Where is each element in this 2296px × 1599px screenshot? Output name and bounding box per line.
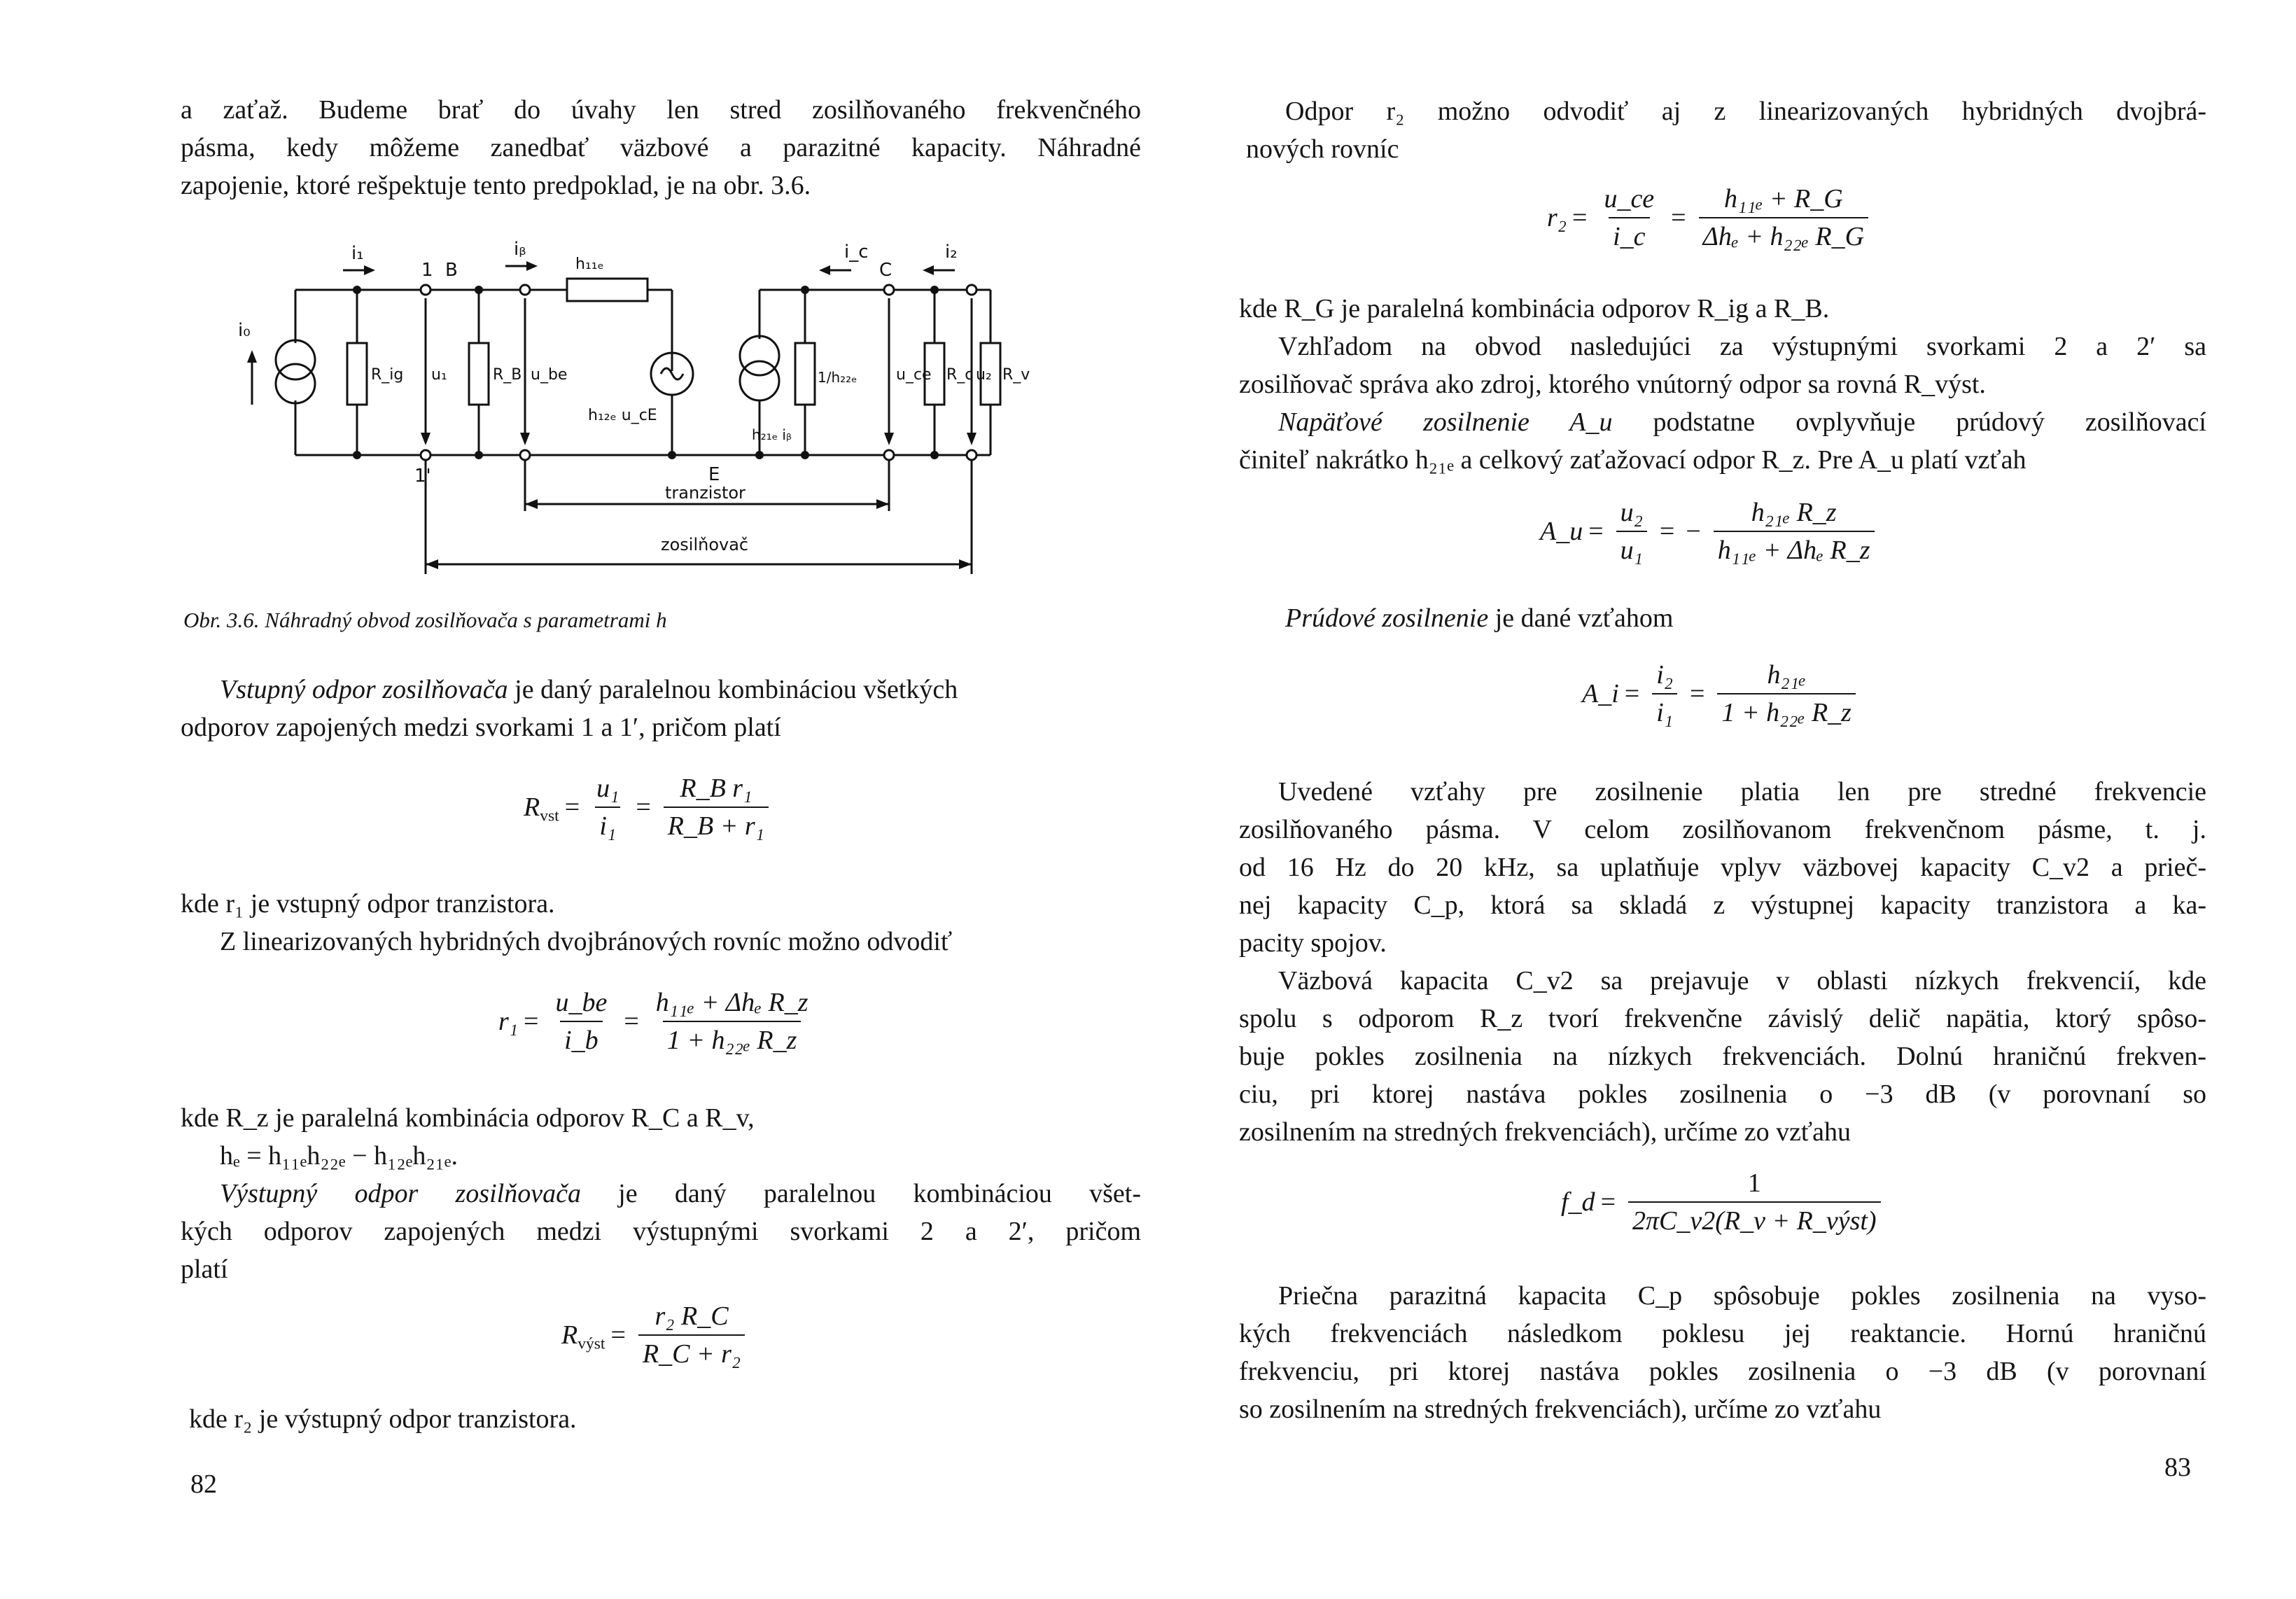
eq-fraction: $\frac{\text{h₁₁ₑ + Δhₑ R\_z}}{\text{1 + h₂₂ₑ R\_z}}$ (655, 988, 808, 1055)
label-h12e-uce: h₁₂ₑ u_cE (588, 407, 657, 424)
text-line: činiteľ nakrátko h₂₁ₑ a celkový zaťažovací odpor R_z. Pre A_u platí vzťah (1239, 445, 2026, 475)
right-intro-paragraph (1246, 92, 2206, 168)
left-intro-paragraph (181, 91, 1141, 204)
text-line: nových rovníc (1246, 134, 1399, 164)
text-span: je daný paralelnou kombináciou všetkých (507, 675, 958, 704)
eq-lhs: r₁ (498, 1007, 518, 1036)
text-line: odporov zapojených medzi svorkami 1 a 1′, pričom platí (181, 713, 781, 742)
page-number-left: 82 (190, 1469, 217, 1499)
label-rc: R_c (946, 366, 974, 384)
label-node-1: 1 (421, 260, 433, 281)
page-number-right: 83 (2164, 1453, 2191, 1482)
eq-fraction: $\frac{u\_be}{i\_b}$ (555, 988, 608, 1055)
equation-au: A_u = $\frac{\text{u₂}}{\text{u₁}}$ = − $\frac{\text{h₂₁ₑ R\_z}}{\text{h₁₁ₑ + Δhₑ R\_z}}$ (1540, 497, 1882, 566)
text-line: zosilnením na stredných frekvenciách), určíme zo vzťahu (1239, 1117, 1851, 1147)
text-line: nej kapacity C_p, ktorá sa skladá z výstupnej kapacity tranzistora a ka- (1239, 891, 2206, 920)
text-span: je daný paralelnou kombináciou všet- (580, 1179, 1141, 1208)
eq-lhs: $R_{výst}$ (561, 1320, 606, 1353)
text-line: hₑ = h₁₁ₑh₂₂ₑ − h₁₂ₑh₂₁ₑ. (220, 1141, 458, 1171)
eq-sign: − (1686, 517, 1701, 546)
term-voltage-gain: Napäťové zosilnenie A_u (1278, 407, 1613, 437)
label-u1: u₁ (431, 366, 447, 384)
label-i0: i₀ (238, 320, 251, 341)
mid-frequency-paragraph (1239, 773, 2206, 1151)
label-zosilnovac: zosilňovač (661, 535, 749, 554)
label-ube: u_be (531, 366, 568, 384)
eq-lhs: A_i (1582, 679, 1619, 708)
label-node-c: C (879, 260, 892, 281)
equation-fd: f_d = $\frac{1}{\text{2πC\_v2(R\_v + R\_výst)}}$ (1561, 1168, 1888, 1236)
label-i2: i₂ (945, 242, 958, 263)
term-current-gain: Prúdové zosilnenie (1285, 603, 1489, 633)
text-line: frekvenciu, pri ktorej nastáva pokles zosilnenia o −3 dB (v porovnaní (1239, 1357, 2206, 1386)
text-line: spolu s odporom R_z tvorí frekvenčne závislý delič napätia, ktorý spôso- (1239, 1004, 2206, 1033)
text-line: zosilňovač správa ako zdroj, ktorého vnútorný odpor sa rovná R_výst. (1239, 370, 1986, 399)
rg-definition-paragraph (1239, 290, 2206, 479)
label-rv: R_v (1002, 366, 1030, 384)
text-line: kde r₂ je výstupný odpor tranzistora. (189, 1404, 577, 1434)
eq-lhs: A_u (1540, 517, 1583, 546)
text-line: kých frekvenciách následkom poklesu jej reaktancie. Hornú hraničnú (1239, 1319, 2206, 1348)
input-resistance-notes (181, 885, 1141, 961)
label-ib: iᵦ (514, 239, 526, 260)
eq-lhs: $R_{vst}$ (524, 792, 559, 825)
eq-fraction: $\frac{\text{h₁₁ₑ + R\_G}}{\text{Δhₑ + h₂₂ₑ R\_G}}$ (1699, 183, 1868, 252)
eq-fraction: $\frac{\text{h₂₁ₑ}}{\text{1 + h₂₂ₑ R\_z}}$ (1717, 659, 1856, 728)
text-line: platí (181, 1255, 228, 1284)
equation-r1: r₁ = $\frac{u\_be}{i\_b}$ = $\frac{\text{h₁₁ₑ + Δhₑ R\_z}}{\text{1 + h₂₂ₑ R\_z}}$ (498, 987, 820, 1056)
text-line: zosilňovaného pásma. V celom zosilňovanom frekvenčnom pásme, t. j. (1239, 815, 2206, 844)
term-output-resistance: Výstupný odpor zosilňovača (220, 1179, 581, 1208)
eq-fraction: $\frac{\text{r₂ R\_C}}{\text{R\_C + r₂}}$ (638, 1301, 745, 1369)
text-line: zapojenie, ktoré rešpektuje tento predpoklad, je na obr. 3.6. (181, 171, 811, 200)
eq-lhs: f_d (1561, 1187, 1595, 1217)
figure-caption: Obr. 3.6. Náhradný obvod zosilňovača s parametrami h (183, 608, 667, 632)
text-line: od 16 Hz do 20 kHz, sa uplatňuje vplyv väzbovej kapacity C_v2 a prieč- (1239, 853, 2206, 882)
text-span: je dané vzťahom (1488, 603, 1674, 633)
text-line: pásma, kedy môžeme zanedbať väzbové a parazitné kapacity. Náhradné (181, 133, 1141, 162)
text-line (181, 671, 1141, 708)
label-uce: u_ce (896, 366, 932, 384)
text-line: kde R_z je paralelná kombinácia odporov R_C a R_v, (181, 1103, 755, 1133)
text-line: kde R_G je paralelná kombinácia odporov R_ig a R_B. (1239, 294, 1830, 323)
label-1-over-h22e: 1/h₂₂ₑ (818, 369, 858, 386)
label-rb: R_B (493, 366, 522, 384)
label-i1: i₁ (351, 243, 364, 264)
label-node-b: B (445, 260, 458, 281)
text-line: Uvedené vzťahy pre zosilnenie platia len pre stredné frekvencie (1278, 777, 2206, 807)
text-line: kde r₁ je vstupný odpor tranzistora. (181, 889, 555, 919)
eq-lhs: r₂ (1547, 203, 1567, 232)
text-line: so zosilnením na stredných frekvenciách), určíme zo vzťahu (1239, 1395, 1882, 1424)
text-line: Vzhľadom na obvod nasledujúci za výstupnými svorkami 2 a 2′ sa (1278, 332, 2206, 361)
text-line: Väzbová kapacita C_v2 sa prejavuje v oblasti nízkych frekvencií, kde (1278, 966, 2206, 996)
text-line: kých odporov zapojených medzi výstupnými svorkami 2 a 2′, pričom (181, 1217, 1141, 1246)
eq-fraction: $\frac{u\_ce}{i\_c}$ (1604, 184, 1655, 251)
text-line: pacity spojov. (1239, 928, 1387, 958)
right-page (1148, 0, 2296, 1599)
text-line: Z linearizovaných hybridných dvojbránových rovníc možno odvodiť (220, 927, 953, 956)
output-resistance-note (189, 1400, 1149, 1438)
eq-fraction: $\frac{\text{R\_B r₁}}{\text{R\_B + r₁}}$ (664, 773, 769, 842)
text-line: a zaťaž. Budeme brať do úvahy len stred zosilňovaného frekvenčného (181, 95, 1141, 125)
equation-rvst: $R_{vst}$ = $\frac{\text{u₁}}{\text{i₁}}$ = $\frac{\text{R\_B r₁}}{\text{R\_B + r₁}}$ (524, 773, 776, 842)
text-span: podstatne ovplyvňuje prúdový zosilňovací (1612, 407, 2206, 437)
equation-rvyst: $R_{výst}$ = $\frac{\text{r₂ R\_C}}{\text{R\_C + r₂}}$ (561, 1301, 752, 1369)
equation-r2: r₂ = $\frac{u\_ce}{i\_c}$ = $\frac{\text{h₁₁ₑ + R\_G}}{\text{Δhₑ + h₂₂ₑ R\_G}}$ (1547, 183, 1875, 252)
text-line: ciu, pri ktorej nastáva pokles zosilnenia o −3 dB (v porovnaní so (1239, 1080, 2206, 1109)
parasitic-capacitance-paragraph (1239, 1277, 2206, 1428)
text-line: Odpor r₂ možno odvodiť aj z linearizovaných hybridných dvojbrá- (1285, 97, 2206, 126)
label-h21e-ib: h₂₁ₑ iᵦ (752, 426, 792, 443)
circuit-diagram (231, 231, 1030, 595)
text-line: Priečna parazitná kapacita C_p spôsobuje pokles zosilnenia na vyso- (1278, 1281, 2206, 1311)
label-rig: R_ig (371, 366, 404, 384)
eq-fraction: $\frac{1}{\text{2πC\_v2(R\_v + R\_výst)}}$ (1628, 1168, 1881, 1236)
label-u2: u₂ (976, 366, 992, 384)
eq-fraction: $\frac{\text{h₂₁ₑ R\_z}}{\text{h₁₁ₑ + Δhₑ R\_z}}$ (1714, 497, 1875, 566)
input-resistance-paragraph (181, 671, 1141, 746)
eq-fraction: $\frac{\text{u₂}}{\text{u₁}}$ (1616, 497, 1647, 566)
text-line (1285, 599, 2195, 637)
label-node-e: E (708, 464, 720, 485)
eq-fraction: $\frac{\text{i₂}}{\text{i₁}}$ (1652, 659, 1677, 728)
text-line: buje pokles zosilnenia na nízkych frekvenciách. Dolnú hraničnú frekven- (1239, 1042, 2206, 1071)
label-ic: i_c (844, 242, 869, 263)
current-gain-paragraph (1285, 599, 2195, 637)
text-line (1239, 403, 2206, 441)
label-node-1-prime: 1' (414, 466, 431, 487)
term-input-resistance: Vstupný odpor zosilňovača (220, 675, 508, 704)
equation-ai: A_i = $\frac{\text{i₂}}{\text{i₁}}$ = $\frac{\text{h₂₁ₑ}}{\text{1 + h₂₂ₑ R\_z}}$ (1582, 659, 1863, 728)
text-line (181, 1175, 1141, 1213)
label-tranzistor: tranzistor (665, 483, 746, 503)
output-resistance-paragraph (181, 1099, 1141, 1288)
eq-fraction: $\frac{\text{u₁}}{\text{i₁}}$ (596, 774, 620, 841)
label-h11e: h₁₁ₑ (575, 256, 604, 273)
